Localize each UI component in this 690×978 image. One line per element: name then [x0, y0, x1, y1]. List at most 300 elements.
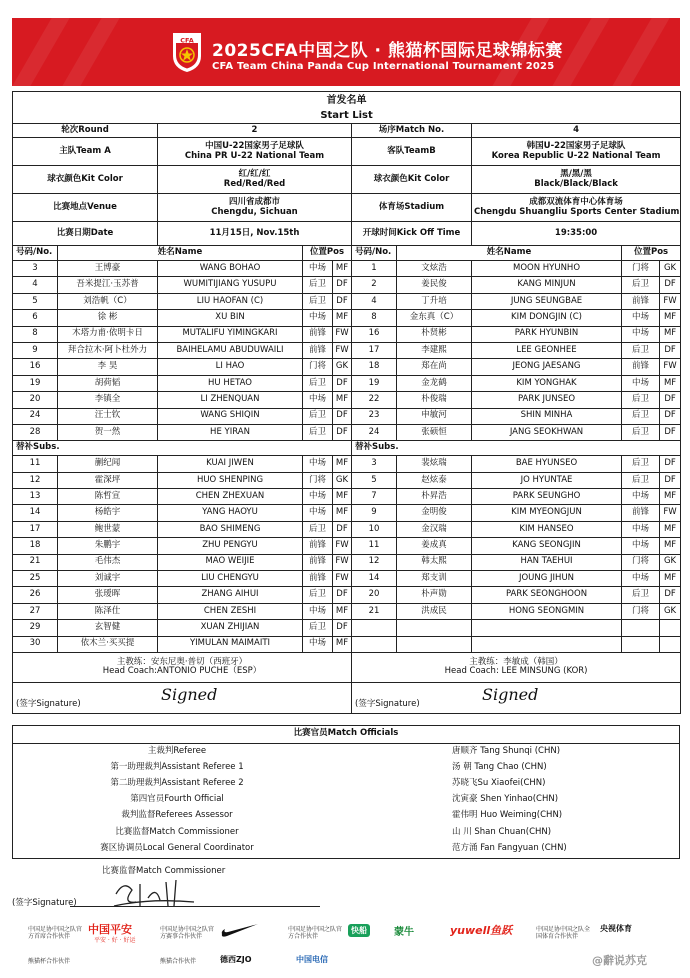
home-player-pos-cn: 后卫 — [303, 587, 333, 603]
away-player-pos-cn: 后卫 — [622, 472, 660, 488]
table-row — [13, 293, 681, 309]
home-player-name-cn: 胡荷韬 — [58, 375, 158, 391]
official-row — [12, 808, 680, 824]
away-player-pos-en: MF — [660, 521, 681, 537]
away-player-name-cn: 朴昇浩 — [397, 489, 472, 505]
home-player-pos-en: DF — [333, 620, 352, 636]
home-player-pos-en: MF — [333, 456, 352, 472]
table-row — [13, 342, 681, 358]
home-player-name-cn: 拜合拉木·阿卜杜外力 — [58, 342, 158, 358]
away-player-pos-en: DF — [660, 392, 681, 408]
official-role: 赛区协调员Local General Coordinator — [100, 843, 254, 854]
away-player-number: 17 — [352, 342, 397, 358]
away-player-pos-cn: 后卫 — [622, 342, 660, 358]
home-player-number: 4 — [13, 277, 58, 293]
home-player-name-en: CHEN ZHEXUAN — [158, 489, 303, 505]
away-player-name-cn: 朴声勋 — [397, 587, 472, 603]
home-player-name-cn: 张瑷晖 — [58, 587, 158, 603]
home-player-name-en: WANG SHIQIN — [158, 408, 303, 424]
home-player-number: 9 — [13, 342, 58, 358]
home-player-name-en: BAIHELAMU ABUDUWAILI — [158, 342, 303, 358]
home-player-name-en: KUAI JIWEN — [158, 456, 303, 472]
home-player-name-cn: 李 昊 — [58, 359, 158, 375]
official-row — [12, 824, 680, 840]
official-role: 第二助理裁判Assistant Referee 2 — [110, 777, 244, 788]
home-player-pos-cn: 中场 — [303, 603, 333, 619]
away-player-pos-en: DF — [660, 587, 681, 603]
away-kit-label: 球衣颜色Kit Color — [352, 166, 472, 194]
home-player-pos-cn: 前锋 — [303, 326, 333, 342]
table-row — [13, 587, 681, 603]
stadium-cn: 成都双流体育中心体育场 — [529, 196, 623, 207]
home-player-pos-cn: 中场 — [303, 310, 333, 326]
table-row — [13, 456, 681, 472]
home-player-pos-en: GK — [333, 359, 352, 375]
official-role: 裁判监督Referees Assessor — [121, 810, 233, 821]
away-player-number: 2 — [352, 277, 397, 293]
away-player-name-en: BAE HYUNSEO — [472, 456, 622, 472]
table-row — [13, 326, 681, 342]
away-player-pos-cn: 后卫 — [622, 587, 660, 603]
home-player-pos-en: MF — [333, 636, 352, 652]
away-player-number: 3 — [352, 456, 397, 472]
home-signature-cell — [13, 682, 352, 713]
away-player-pos-en: MF — [660, 375, 681, 391]
home-player-pos-cn: 后卫 — [303, 521, 333, 537]
col-header-no: 号码/No. — [13, 246, 58, 261]
home-player-pos-cn: 前锋 — [303, 342, 333, 358]
away-player-name-cn: 郑在尚 — [397, 359, 472, 375]
away-player-name-en: MOON HYUNHO — [472, 261, 622, 277]
home-player-pos-en: FW — [333, 571, 352, 587]
away-player-pos-en: DF — [660, 456, 681, 472]
away-player-name-en: PARK SEONGHOON — [472, 587, 622, 603]
home-player-number: 13 — [13, 489, 58, 505]
home-player-name-cn: 王博豪 — [58, 261, 158, 277]
official-row — [12, 743, 680, 759]
home-player-pos-en: DF — [333, 424, 352, 440]
kuaichuan-logo: 快船 — [348, 924, 370, 937]
commissioner-sign-label: 比赛监督Match Commissioner — [102, 866, 226, 876]
away-empty-cell — [397, 620, 472, 636]
table-row — [13, 521, 681, 537]
away-player-name-en: KANG SEONGJIN — [472, 538, 622, 554]
kickoff-value: 19:35:00 — [472, 222, 681, 246]
away-player-pos-cn: 前锋 — [622, 293, 660, 309]
away-player-pos-cn: 中场 — [622, 538, 660, 554]
away-player-pos-cn: 门将 — [622, 261, 660, 277]
home-player-pos-en: DF — [333, 408, 352, 424]
table-row — [13, 408, 681, 424]
away-player-pos-en: DF — [660, 424, 681, 440]
home-player-name-en: WUMITIJIANG YUSUPU — [158, 277, 303, 293]
home-player-name-cn: 陈泽仕 — [58, 603, 158, 619]
home-player-name-en: YANG HAOYU — [158, 505, 303, 521]
table-row — [13, 392, 681, 408]
away-player-pos-en: DF — [660, 472, 681, 488]
away-player-name-en: KIM DONGJIN (C) — [472, 310, 622, 326]
home-player-pos-en: FW — [333, 538, 352, 554]
home-player-name-cn: 李镇全 — [58, 392, 158, 408]
sponsor-logo: 德西ZJO — [220, 955, 252, 964]
nike-swoosh-icon — [220, 922, 260, 938]
official-name: 霍伟明 Huo Weiming(CHN) — [452, 810, 563, 821]
away-player-number: 19 — [352, 375, 397, 391]
away-player-name-cn: 文炫浩 — [397, 261, 472, 277]
away-player-name-en: KIM YONGHAK — [472, 375, 622, 391]
away-player-pos-en: GK — [660, 261, 681, 277]
home-player-name-cn: 贺一然 — [58, 424, 158, 440]
home-player-name-cn: 木塔力甫·依明卡日 — [58, 326, 158, 342]
match-no-value: 4 — [472, 124, 681, 138]
away-player-name-en: KANG MINJUN — [472, 277, 622, 293]
table-row — [13, 554, 681, 570]
away-player-name-cn: 朴贤彬 — [397, 326, 472, 342]
home-player-pos-cn: 前锋 — [303, 554, 333, 570]
round-row — [13, 124, 681, 138]
officials-title: 比赛官员Match Officials — [12, 725, 680, 743]
home-player-number: 16 — [13, 359, 58, 375]
home-team-name — [158, 138, 352, 166]
venue-value — [158, 194, 352, 222]
away-player-name-en: JANG SEOKHWAN — [472, 424, 622, 440]
away-player-pos-cn: 后卫 — [622, 277, 660, 293]
away-signature-label: (签字Signature) — [355, 699, 420, 710]
away-kit-cn: 黑/黑/黑 — [560, 168, 592, 179]
home-player-pos-en: MF — [333, 261, 352, 277]
away-player-pos-en: FW — [660, 359, 681, 375]
home-coach-cn: 主教练：安东尼奥·普切（西班牙） — [116, 656, 248, 667]
sponsor-caption: 熊猫合作伙伴 — [160, 958, 197, 965]
round-value: 2 — [158, 124, 352, 138]
away-player-name-en: LEE GEONHEE — [472, 342, 622, 358]
home-player-name-cn: 依木兰·买买提 — [58, 636, 158, 652]
away-player-pos-en: DF — [660, 342, 681, 358]
home-team-label: 主队Team A — [13, 138, 158, 166]
cfa-logo-icon — [170, 30, 204, 74]
home-player-number: 19 — [13, 375, 58, 391]
away-player-pos-cn: 前锋 — [622, 505, 660, 521]
home-player-number: 11 — [13, 456, 58, 472]
starters-body — [13, 261, 681, 441]
home-player-name-en: XUAN ZHIJIAN — [158, 620, 303, 636]
sponsor-caption: 中国足协中国之队全国体育合作伙伴 — [536, 926, 591, 941]
home-player-pos-cn: 中场 — [303, 489, 333, 505]
home-signature-label: (签字Signature) — [16, 699, 81, 710]
away-kit-value — [472, 166, 681, 194]
home-coach-en: Head Coach:ANTONIO PUCHE（ESP） — [102, 666, 262, 677]
away-player-number: 14 — [352, 571, 397, 587]
stadium-label: 体育场Stadium — [352, 194, 472, 222]
match-no-label: 场序Match No. — [352, 124, 472, 138]
sheet-title-en: Start List — [320, 109, 373, 121]
away-coach — [352, 652, 681, 682]
away-player-pos-en: DF — [660, 277, 681, 293]
home-player-pos-en: FW — [333, 326, 352, 342]
away-player-name-en: JUNG SEUNGBAE — [472, 293, 622, 309]
away-kit-en: Black/Black/Black — [534, 178, 618, 189]
away-player-name-en: SHIN MINHA — [472, 408, 622, 424]
home-player-name-cn: 毛伟杰 — [58, 554, 158, 570]
home-player-pos-cn: 后卫 — [303, 620, 333, 636]
home-player-name-en: LI HAO — [158, 359, 303, 375]
away-player-number: 24 — [352, 424, 397, 440]
away-empty-cell — [472, 636, 622, 652]
cfa-logo-text: CFA — [180, 36, 194, 45]
stadium-en: Chengdu Shuangliu Sports Center Stadium — [474, 206, 680, 217]
away-player-name-cn: 裴炫瑞 — [397, 456, 472, 472]
away-player-number: 1 — [352, 261, 397, 277]
away-player-pos-en: GK — [660, 554, 681, 570]
home-player-pos-en: DF — [333, 293, 352, 309]
date-label: 比赛日期Date — [13, 222, 158, 246]
away-player-pos-cn: 中场 — [622, 571, 660, 587]
home-player-name-en: MUTALIFU YIMINGKARI — [158, 326, 303, 342]
kickoff-label: 开球时间Kick Off Time — [352, 222, 472, 246]
signature-row — [13, 682, 681, 713]
away-player-name-en: HAN TAEHUI — [472, 554, 622, 570]
away-player-name-cn: 金东真（C） — [397, 310, 472, 326]
away-player-name-en: JEONG JAESANG — [472, 359, 622, 375]
table-row — [13, 505, 681, 521]
away-player-name-cn: 金汉瑞 — [397, 521, 472, 537]
away-player-pos-en: FW — [660, 293, 681, 309]
away-player-name-en: JOUNG JIHUN — [472, 571, 622, 587]
home-player-pos-en: MF — [333, 489, 352, 505]
away-player-pos-cn: 门将 — [622, 554, 660, 570]
col-header-pos: 位置Pos — [622, 246, 681, 261]
home-player-pos-en: DF — [333, 587, 352, 603]
home-player-number: 26 — [13, 587, 58, 603]
officials-table — [12, 725, 680, 857]
home-player-pos-cn: 中场 — [303, 636, 333, 652]
away-player-number: 21 — [352, 603, 397, 619]
home-player-pos-cn: 后卫 — [303, 293, 333, 309]
away-empty-cell — [472, 620, 622, 636]
table-row — [13, 636, 681, 652]
table-row — [13, 472, 681, 488]
away-player-pos-cn: 中场 — [622, 326, 660, 342]
home-player-pos-cn: 门将 — [303, 472, 333, 488]
col-header-pos: 位置Pos — [303, 246, 352, 261]
home-player-name-en: HUO SHENPING — [158, 472, 303, 488]
away-player-pos-en: GK — [660, 603, 681, 619]
official-row — [12, 792, 680, 808]
watermark: @辭说苏克 — [592, 954, 647, 967]
home-player-number: 17 — [13, 521, 58, 537]
col-header-name: 姓名Name — [397, 246, 622, 261]
home-kit-cn: 红/红/红 — [238, 168, 271, 179]
home-player-name-cn: 朱鹏宇 — [58, 538, 158, 554]
official-row — [12, 841, 680, 857]
subs-body — [13, 456, 681, 653]
home-player-name-en: HU HETAO — [158, 375, 303, 391]
away-player-name-cn: 姜成真 — [397, 538, 472, 554]
away-empty-cell — [622, 636, 660, 652]
home-player-pos-en: FW — [333, 342, 352, 358]
away-player-name-cn: 姜民俊 — [397, 277, 472, 293]
away-player-name-en: PARK SEUNGHO — [472, 489, 622, 505]
away-coach-en: Head Coach: LEE MINSUNG (KOR) — [444, 666, 588, 677]
away-player-pos-cn: 后卫 — [622, 392, 660, 408]
official-role: 第四官员Fourth Official — [130, 794, 224, 805]
away-player-name-cn: 申敏河 — [397, 408, 472, 424]
home-kit-label: 球衣颜色Kit Color — [13, 166, 158, 194]
away-player-number: 10 — [352, 521, 397, 537]
official-name: 苏晓飞Su Xiaofei(CHN) — [452, 777, 546, 788]
home-player-pos-en: DF — [333, 521, 352, 537]
home-player-number: 8 — [13, 326, 58, 342]
home-player-pos-cn: 后卫 — [303, 424, 333, 440]
venue-en: Chengdu, Sichuan — [211, 206, 298, 217]
teams-row — [13, 138, 681, 166]
away-player-number: 8 — [352, 310, 397, 326]
home-player-name-en: LI ZHENQUAN — [158, 392, 303, 408]
table-row — [13, 277, 681, 293]
away-team-name — [472, 138, 681, 166]
table-row — [13, 359, 681, 375]
away-player-number: 18 — [352, 359, 397, 375]
home-player-name-en: LIU HAOFAN (C) — [158, 293, 303, 309]
away-player-name-cn: 丁升培 — [397, 293, 472, 309]
home-player-number: 18 — [13, 538, 58, 554]
away-signature-cell — [352, 682, 681, 713]
away-player-name-cn: 金明俊 — [397, 505, 472, 521]
away-player-name-cn: 郑支训 — [397, 571, 472, 587]
away-player-name-en: KIM MYEONGJUN — [472, 505, 622, 521]
home-player-name-cn: 蒯纪闻 — [58, 456, 158, 472]
mengniu-logo: 蒙牛 — [394, 927, 414, 938]
table-row — [13, 620, 681, 636]
tournament-title-en: CFA Team China Panda Cup International Tournament 2025 — [212, 61, 555, 72]
away-player-name-cn: 金龙鹤 — [397, 375, 472, 391]
home-kit-en: Red/Red/Red — [223, 178, 286, 189]
round-label: 轮次Round — [13, 124, 158, 138]
home-player-pos-en: MF — [333, 603, 352, 619]
pingan-sub: 平安 · 好 · 好运 — [94, 937, 136, 944]
away-empty-cell — [660, 636, 681, 652]
home-player-number: 29 — [13, 620, 58, 636]
home-player-name-cn: 陈哲宣 — [58, 489, 158, 505]
home-player-number: 6 — [13, 310, 58, 326]
away-empty-cell — [660, 620, 681, 636]
sheet-title-row — [13, 92, 681, 124]
home-player-pos-en: DF — [333, 375, 352, 391]
home-player-name-cn: 吾米提江·玉苏普 — [58, 277, 158, 293]
away-player-name-cn: 朴俊瑞 — [397, 392, 472, 408]
home-player-pos-cn: 中场 — [303, 392, 333, 408]
home-player-name-cn: 刘诚宇 — [58, 571, 158, 587]
official-row — [12, 759, 680, 775]
home-player-number: 14 — [13, 505, 58, 521]
away-player-pos-cn: 中场 — [622, 375, 660, 391]
home-signature: Signed — [161, 684, 218, 704]
venue-cn: 四川省成都市 — [228, 196, 280, 207]
table-row — [13, 261, 681, 277]
away-player-number: 22 — [352, 392, 397, 408]
away-player-number: 20 — [352, 587, 397, 603]
home-player-pos-en: DF — [333, 277, 352, 293]
away-player-pos-cn: 中场 — [622, 521, 660, 537]
home-kit-value — [158, 166, 352, 194]
away-signature: Signed — [482, 684, 539, 704]
away-player-number: 11 — [352, 538, 397, 554]
away-player-pos-en: MF — [660, 326, 681, 342]
home-player-number: 20 — [13, 392, 58, 408]
away-player-pos-cn: 前锋 — [622, 359, 660, 375]
home-player-number: 27 — [13, 603, 58, 619]
home-player-name-cn: 汪士钦 — [58, 408, 158, 424]
commissioner-signature-icon — [110, 876, 200, 910]
official-role: 主裁判Referee — [147, 745, 207, 756]
official-name: 山 川 Shan Chuan(CHN) — [452, 826, 552, 837]
commissioner-signature-label: (签字Signature) — [12, 898, 77, 908]
coach-row — [13, 652, 681, 682]
away-player-pos-cn: 后卫 — [622, 456, 660, 472]
home-player-pos-cn: 中场 — [303, 505, 333, 521]
away-player-pos-en: FW — [660, 505, 681, 521]
away-player-pos-cn: 中场 — [622, 489, 660, 505]
home-subs-label: 替补Subs. — [13, 441, 352, 456]
home-player-pos-cn: 后卫 — [303, 375, 333, 391]
away-empty-cell — [352, 636, 397, 652]
away-player-name-en: HONG SEONGMIN — [472, 603, 622, 619]
home-player-pos-en: MF — [333, 310, 352, 326]
home-player-pos-cn: 后卫 — [303, 408, 333, 424]
home-player-name-cn: 徐 彬 — [58, 310, 158, 326]
table-row — [13, 571, 681, 587]
away-empty-cell — [397, 636, 472, 652]
table-row — [13, 310, 681, 326]
venue-row — [13, 194, 681, 222]
away-player-number: 4 — [352, 293, 397, 309]
china-telecom-logo: 中国电信 — [296, 955, 328, 964]
away-empty-cell — [352, 620, 397, 636]
away-player-name-en: JO HYUNTAE — [472, 472, 622, 488]
home-player-name-en: CHEN ZESHI — [158, 603, 303, 619]
sheet-title-cn: 首发名单 — [326, 94, 367, 106]
away-team-en: Korea Republic U-22 National Team — [491, 150, 661, 161]
home-player-number: 12 — [13, 472, 58, 488]
venue-label: 比赛地点Venue — [13, 194, 158, 222]
away-player-name-cn: 李建熙 — [397, 342, 472, 358]
yuwell-logo: yuwell鱼跃 — [450, 924, 513, 937]
home-player-name-en: LIU CHENGYU — [158, 571, 303, 587]
home-player-name-en: BAO SHIMENG — [158, 521, 303, 537]
away-player-name-en: PARK HYUNBIN — [472, 326, 622, 342]
column-header-row — [13, 246, 681, 261]
away-player-number: 23 — [352, 408, 397, 424]
home-player-name-en: ZHU PENGYU — [158, 538, 303, 554]
start-list-table — [12, 91, 681, 714]
away-player-pos-en: MF — [660, 310, 681, 326]
away-player-pos-en: MF — [660, 489, 681, 505]
tournament-title-cn: 2025CFA中国之队 · 熊猫杯国际足球锦标赛 — [212, 41, 563, 61]
date-row — [13, 222, 681, 246]
home-player-name-cn: 玄智健 — [58, 620, 158, 636]
home-player-name-en: ZHANG AIHUI — [158, 587, 303, 603]
away-player-pos-cn: 门将 — [622, 603, 660, 619]
away-coach-cn: 主教练：李敏成（韩国） — [469, 656, 563, 667]
date-value: 11月15日, Nov.15th — [158, 222, 352, 246]
table-row — [13, 489, 681, 505]
away-player-name-cn: 赵炫泰 — [397, 472, 472, 488]
home-player-name-en: MAO WEIJIE — [158, 554, 303, 570]
sponsors-footer — [12, 912, 680, 972]
away-player-number: 9 — [352, 505, 397, 521]
home-player-pos-cn: 前锋 — [303, 571, 333, 587]
home-player-pos-en: FW — [333, 554, 352, 570]
